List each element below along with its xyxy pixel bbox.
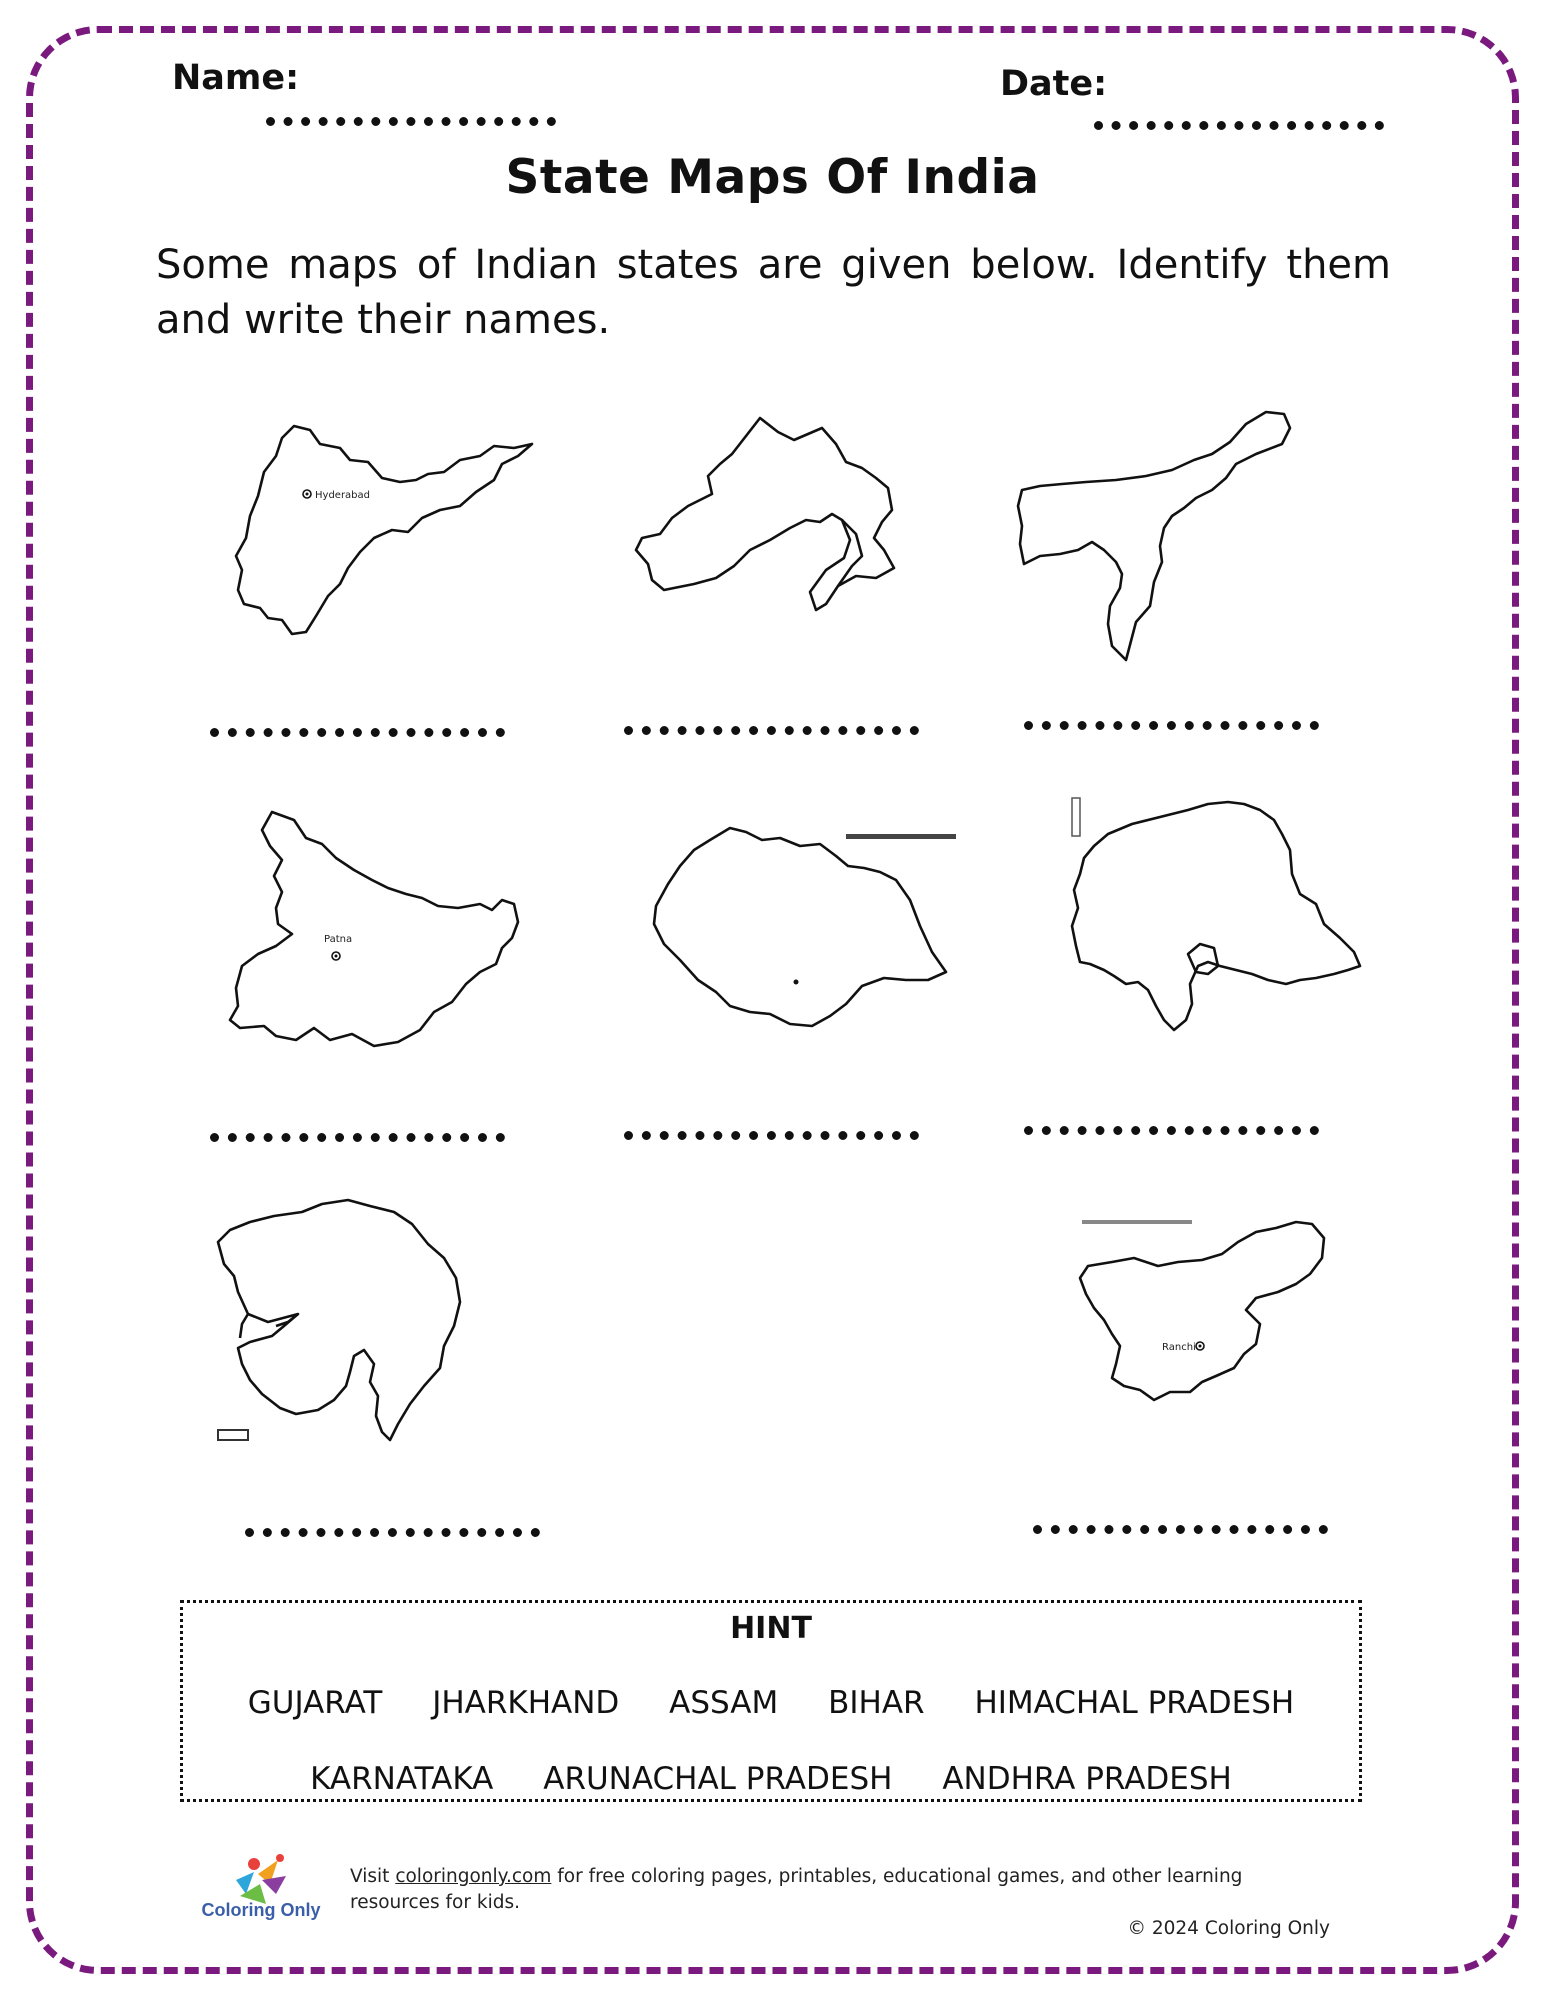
- state-inner-border: [1188, 944, 1218, 974]
- state-map-6: [1068, 794, 1374, 1044]
- hint-word: ASSAM: [669, 1685, 779, 1721]
- state-outline: [636, 418, 894, 610]
- map-city-label: Hyderabad: [315, 490, 370, 501]
- hint-word: ANDHRA PRADESH: [942, 1761, 1232, 1797]
- state-map-3: [1016, 410, 1336, 665]
- answer-line-4[interactable]: [210, 1133, 505, 1142]
- worksheet-title: State Maps Of India: [505, 150, 1040, 205]
- state-map-7: [214, 1196, 544, 1446]
- footer-visit-prefix: Visit: [350, 1866, 396, 1887]
- state-map-8: [1072, 1214, 1366, 1440]
- logo-text: Coloring Only: [201, 1900, 321, 1920]
- hint-title: HINT: [730, 1611, 812, 1646]
- state-outline: [1018, 412, 1290, 660]
- hint-box: [180, 1600, 1362, 1802]
- state-map-1: [232, 420, 537, 645]
- answer-line-3[interactable]: [1024, 721, 1319, 730]
- hint-row-2: [183, 1761, 1359, 1797]
- map-caption-blur: [846, 834, 956, 839]
- answer-line-7[interactable]: [245, 1528, 540, 1537]
- state-outline: [230, 812, 518, 1046]
- footer-visit-suffix: for free coloring pages, printables, educational games, and other learning resources for kids.: [350, 1866, 1243, 1913]
- answer-line-8[interactable]: [1033, 1525, 1328, 1534]
- answer-line-1[interactable]: [210, 728, 505, 737]
- state-outline: [218, 1200, 460, 1440]
- hint-word: JHARKHAND: [432, 1685, 620, 1721]
- name-label: Name:: [172, 58, 300, 98]
- answer-line-6[interactable]: [1024, 1126, 1319, 1135]
- map-city-label: Ranchi: [1162, 1342, 1196, 1353]
- hint-word: GUJARAT: [247, 1685, 383, 1721]
- state-map-4: [226, 808, 522, 1053]
- date-label: Date:: [1000, 64, 1108, 104]
- state-outline: [1072, 802, 1360, 1030]
- state-outline: [236, 426, 532, 634]
- date-blank-line[interactable]: [1094, 121, 1384, 130]
- hint-word: ARUNACHAL PRADESH: [543, 1761, 893, 1797]
- state-map-5: [650, 820, 960, 1035]
- footer-link[interactable]: coloringonly.com: [395, 1866, 552, 1887]
- hint-word: BIHAR: [828, 1685, 925, 1721]
- answer-line-5[interactable]: [624, 1131, 919, 1140]
- state-outline: [654, 828, 946, 1026]
- hint-word: HIMACHAL PRADESH: [974, 1685, 1295, 1721]
- state-outline: [1080, 1222, 1324, 1400]
- copyright: © 2024 Coloring Only: [1127, 1918, 1330, 1939]
- name-blank-line[interactable]: [266, 117, 556, 126]
- worksheet-instructions: Some maps of Indian states are given below. Identify them and write their names.: [156, 242, 1391, 343]
- map-city-label: Patna: [324, 934, 353, 945]
- footer-text: [350, 1864, 1330, 1942]
- hint-row-1: [183, 1685, 1359, 1721]
- hint-word: KARNATAKA: [310, 1761, 494, 1797]
- state-map-2: [630, 410, 920, 620]
- answer-line-2[interactable]: [624, 726, 919, 735]
